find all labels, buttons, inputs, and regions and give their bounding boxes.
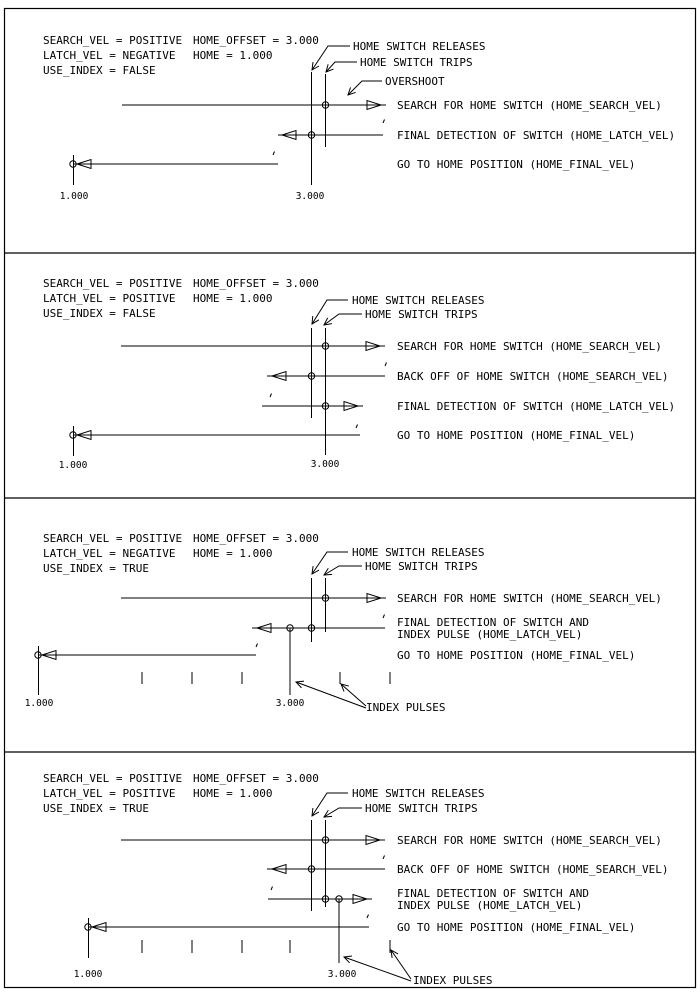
axis-home-label: 1.000: [58, 460, 88, 471]
param-search-vel: SEARCH_VEL = POSITIVE: [43, 277, 183, 290]
panel-3-gohome-row: [35, 644, 636, 696]
tick-mark: [383, 120, 385, 124]
param-use-index: USE_INDEX = TRUE: [43, 562, 149, 575]
callout-overshoot-label: OVERSHOOT: [385, 75, 445, 88]
callout-trips-label: HOME SWITCH TRIPS: [365, 308, 478, 321]
leader-arrow-icon: [296, 682, 366, 708]
step-gohome-label: GO TO HOME POSITION (HOME_FINAL_VEL): [397, 429, 636, 442]
step-final-label-line1: FINAL DETECTION OF SWITCH AND: [397, 616, 590, 629]
tick-mark: [273, 152, 275, 156]
panel-4-index-pulses: [142, 940, 492, 987]
axis-offset-label: 3.000: [327, 969, 357, 980]
leader-arrow-icon: [324, 566, 362, 575]
callout-releases-label: HOME SWITCH RELEASES: [352, 294, 485, 307]
step-final-label-line1: FINAL DETECTION OF SWITCH AND: [397, 887, 590, 900]
callout-trips-label: HOME SWITCH TRIPS: [365, 802, 478, 815]
tick-mark: [367, 915, 369, 919]
panel-4-search-row: [121, 834, 662, 847]
panel-2-params: [43, 277, 319, 320]
tick-mark: [356, 425, 358, 429]
param-home: HOME = 1.000: [193, 49, 273, 62]
param-home-offset: HOME_OFFSET = 3.000: [193, 34, 319, 47]
leader-arrow-icon: [312, 552, 348, 574]
panel-3-final-row: [252, 615, 589, 642]
callout-releases-label: HOME SWITCH RELEASES: [352, 546, 485, 559]
panel-3-search-row: [121, 592, 662, 605]
leader-arrow-icon: [348, 81, 382, 95]
tick-mark: [256, 644, 258, 648]
param-search-vel: SEARCH_VEL = POSITIVE: [43, 772, 183, 785]
param-use-index: USE_INDEX = FALSE: [43, 307, 156, 320]
panel-4-backoff-row: [267, 856, 669, 877]
step-gohome-label: GO TO HOME POSITION (HOME_FINAL_VEL): [397, 158, 636, 171]
param-latch-vel: LATCH_VEL = POSITIVE: [43, 292, 176, 305]
leader-arrow-icon: [312, 793, 348, 816]
step-final-label: FINAL DETECTION OF SWITCH (HOME_LATCH_VEL): [397, 129, 676, 142]
step-search-label: SEARCH FOR HOME SWITCH (HOME_SEARCH_VEL): [397, 99, 662, 112]
param-home: HOME = 1.000: [193, 787, 273, 800]
panel-4-gohome-row: [85, 915, 636, 959]
tick-mark: [383, 615, 385, 619]
tick-mark: [270, 394, 272, 398]
step-search-label: SEARCH FOR HOME SWITCH (HOME_SEARCH_VEL): [397, 834, 662, 847]
index-pulses-label: INDEX PULSES: [413, 974, 493, 987]
param-latch-vel: LATCH_VEL = POSITIVE: [43, 787, 176, 800]
axis-offset-label: 3.000: [295, 191, 325, 202]
callout-trips-label: HOME SWITCH TRIPS: [365, 560, 478, 573]
param-home-offset: HOME_OFFSET = 3.000: [193, 277, 319, 290]
panel-2: [43, 277, 675, 471]
param-use-index: USE_INDEX = FALSE: [43, 64, 156, 77]
step-backoff-label: BACK OFF OF HOME SWITCH (HOME_SEARCH_VEL): [397, 863, 669, 876]
param-home-offset: HOME_OFFSET = 3.000: [193, 772, 319, 785]
param-home-offset: HOME_OFFSET = 3.000: [193, 532, 319, 545]
panel-1-final-row: [278, 120, 675, 143]
step-search-label: SEARCH FOR HOME SWITCH (HOME_SEARCH_VEL): [397, 592, 662, 605]
panel-1-params: [43, 34, 319, 77]
panel-2-callouts: [312, 294, 484, 325]
step-search-label: SEARCH FOR HOME SWITCH (HOME_SEARCH_VEL): [397, 340, 662, 353]
param-search-vel: SEARCH_VEL = POSITIVE: [43, 532, 183, 545]
param-home: HOME = 1.000: [193, 547, 273, 560]
step-final-label: FINAL DETECTION OF SWITCH (HOME_LATCH_VEL): [397, 400, 676, 413]
step-final-label-line2: INDEX PULSE (HOME_LATCH_VEL): [397, 628, 583, 641]
axis-offset-label: 3.000: [310, 459, 340, 470]
tick-mark: [385, 363, 387, 367]
axis-home-label: 1.000: [59, 191, 89, 202]
panel-4-params: [43, 772, 319, 815]
axis-home-label: 1.000: [24, 698, 54, 709]
panel-4: [43, 772, 669, 987]
panel-4-final-row: [268, 887, 589, 913]
panel-3: [25, 532, 662, 714]
callout-releases-label: HOME SWITCH RELEASES: [353, 40, 486, 53]
index-pulses-label: INDEX PULSES: [366, 701, 446, 714]
param-home: HOME = 1.000: [193, 292, 273, 305]
panel-3-callouts: [312, 546, 484, 575]
leader-arrow-icon: [326, 62, 357, 72]
param-latch-vel: LATCH_VEL = NEGATIVE: [43, 49, 176, 62]
panel-2-search-row: [121, 340, 662, 353]
step-backoff-label: BACK OFF OF HOME SWITCH (HOME_SEARCH_VEL): [397, 370, 669, 383]
panel-1-gohome-row: [70, 152, 636, 186]
step-final-label-line2: INDEX PULSE (HOME_LATCH_VEL): [397, 899, 583, 912]
panel-1-search-row: [122, 99, 662, 112]
panel-2-gohome-row: [70, 425, 636, 457]
leader-arrow-icon: [324, 314, 362, 325]
param-use-index: USE_INDEX = TRUE: [43, 802, 149, 815]
param-latch-vel: LATCH_VEL = NEGATIVE: [43, 547, 176, 560]
tick-mark: [271, 887, 273, 891]
tick-mark: [383, 856, 385, 860]
panel-1-callouts: [312, 40, 485, 95]
callout-releases-label: HOME SWITCH RELEASES: [352, 787, 485, 800]
panel-3-params: [43, 532, 319, 575]
param-search-vel: SEARCH_VEL = POSITIVE: [43, 34, 183, 47]
step-gohome-label: GO TO HOME POSITION (HOME_FINAL_VEL): [397, 921, 636, 934]
callout-trips-label: HOME SWITCH TRIPS: [360, 56, 473, 69]
axis-home-label: 1.000: [73, 969, 103, 980]
panel-1: [43, 34, 675, 202]
panel-4-callouts: [312, 787, 484, 817]
leader-arrow-icon: [341, 684, 366, 706]
panel-2-backoff-row: [267, 363, 669, 384]
leader-arrow-icon: [324, 808, 362, 817]
panel-2-final-row: [262, 394, 675, 414]
step-gohome-label: GO TO HOME POSITION (HOME_FINAL_VEL): [397, 649, 636, 662]
axis-offset-label: 3.000: [275, 698, 305, 709]
